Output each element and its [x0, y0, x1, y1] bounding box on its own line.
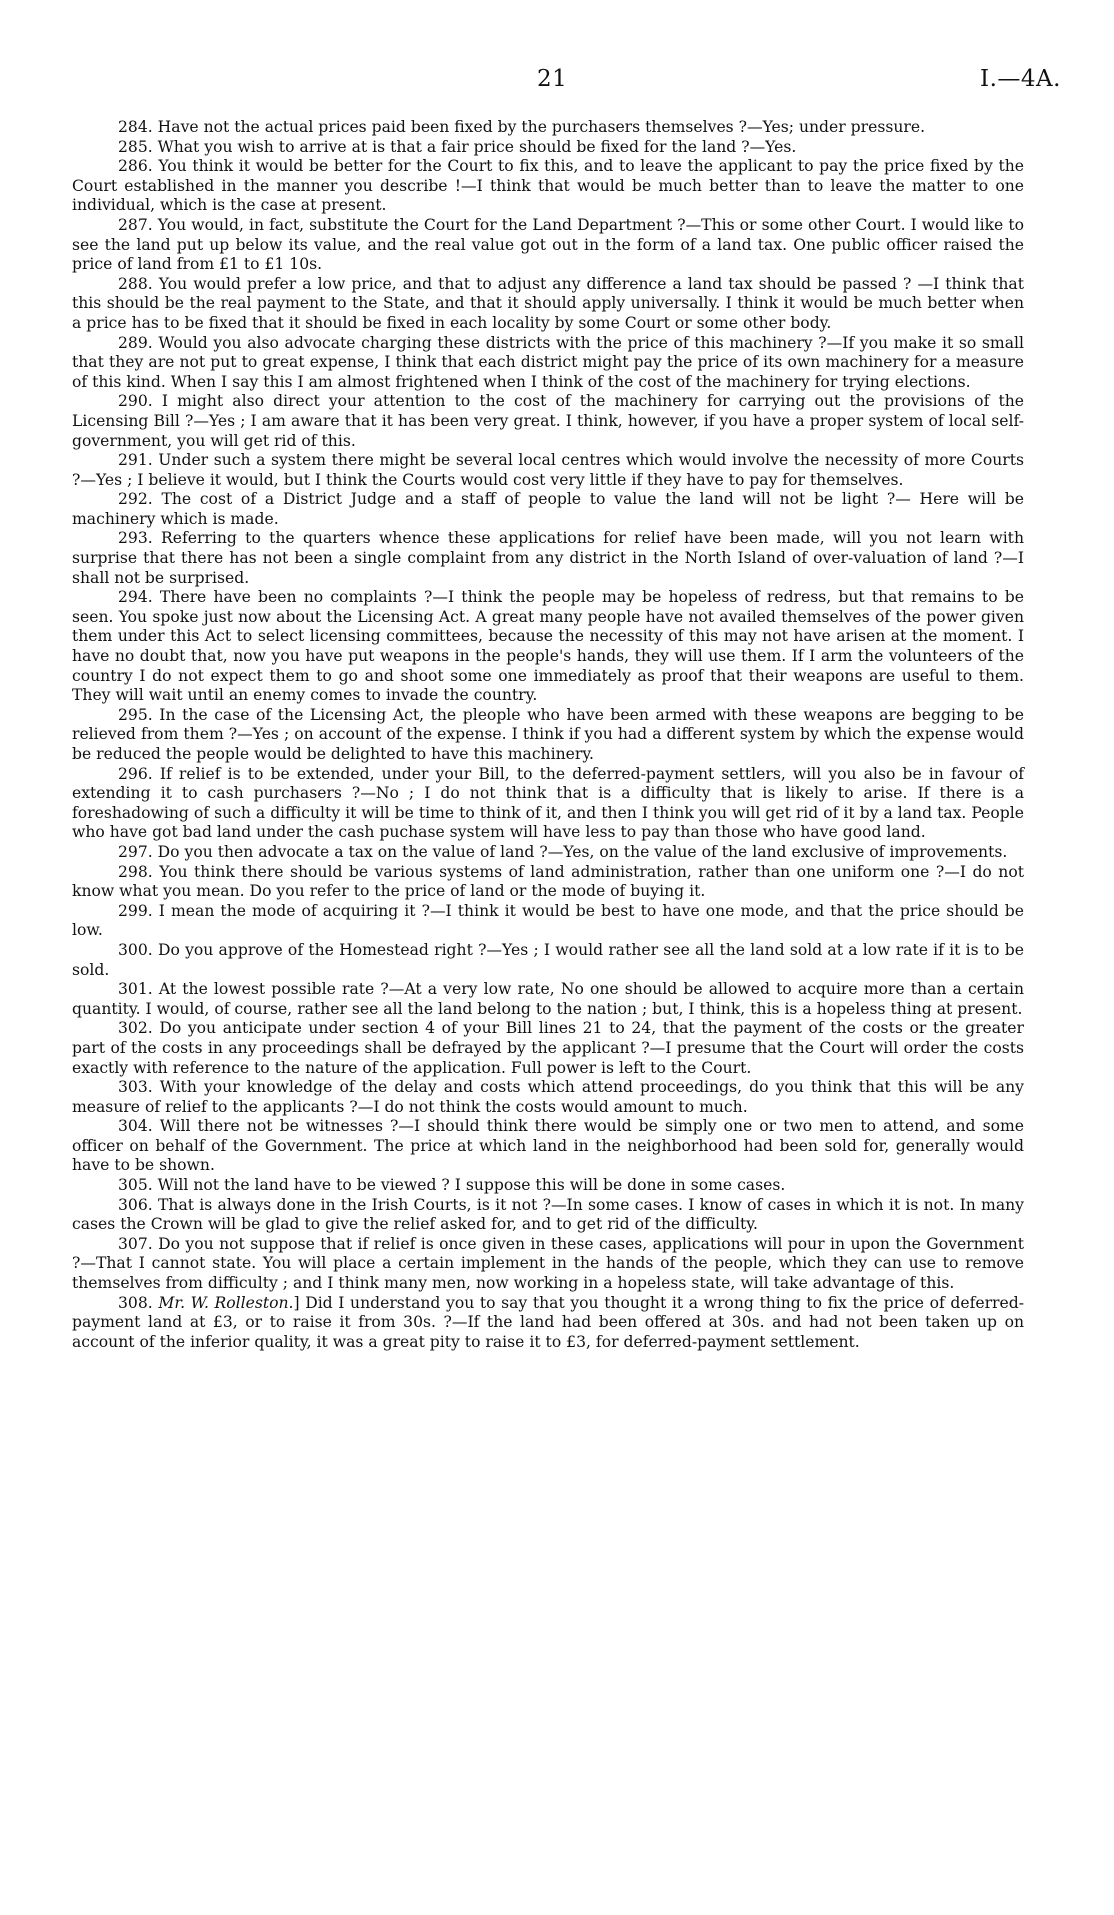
- paragraph-291: 291. Under such a system there might be several local centres which would involve the necessity of more Courts ?—Yes ; I believe it would, but I think the Courts would cost very little if they have to pay for themselves.: [72, 451, 1024, 489]
- page-number: 21: [537, 66, 568, 92]
- speaker-name: Mr. W. Rolleston.: [158, 1293, 294, 1312]
- paragraph-308: [72, 1294, 1024, 1353]
- paragraph-294: 294. There have been no complaints ?—I think the people may be hopeless of redress, but that remains to be seen. You spoke just now about the Licensing Act. A great many people have not availed themselves of the power given them under this Act to select licensing committees, because the necessity of this may not have arisen at the moment. I have no doubt that, now you have put weapons in the people's hands, they will use them. If I arm the volunteers of the country I do not expect them to go and shoot some one immediately as proof that their weapons are useful to them. They will wait until an enemy comes to invade the country.: [72, 588, 1024, 705]
- paragraph-293: 293. Referring to the quarters whence these applications for relief have been made, will you not learn with surprise that there has not been a single complaint from any district in the North Island of over-valuation of land ?—I shall not be surprised.: [72, 529, 1024, 587]
- paragraph-292: 292. The cost of a District Judge and a staff of people to value the land will not be light ?— Here will be machinery which is made.: [72, 490, 1024, 528]
- paragraph-289: 289. Would you also advocate charging these districts with the price of this machinery ?—If you make it so small that they are not put to great expense, I think that each district might pay the price of its own machinery for a measure of this kind. When I say this I am almost frightened when I think of the cost of the machinery for trying elections.: [72, 333, 1024, 391]
- paragraph-290: 290. I might also direct your attention to the cost of the machinery for carrying out the provisions of the Licensing Bill ?—Yes ; I am aware that it has been very great. I think, however, if you have a proper system of local self-government, you will get rid of this.: [72, 392, 1024, 450]
- paragraph-303: 303. With your knowledge of the delay and costs which attend proceedings, do you think that this will be any measure of relief to the applicants ?—I do not think the costs would amount to much.: [72, 1078, 1024, 1116]
- paragraph-295: 295. In the case of the Licensing Act, the pleople who have been armed with these weapons are begging to be relieved from them ?—Yes ; on account of the expense. I think if you had a different system by which the expense would be reduced the people would be delighted to have this machinery.: [72, 705, 1024, 763]
- paragraph-305: 305. Will not the land have to be viewed ? I suppose this will be done in some cases.: [118, 1176, 786, 1195]
- paragraph-302: 302. Do you anticipate under section 4 of your Bill lines 21 to 24, that the payment of the costs or the greater part of the costs in any proceedings shall be defrayed by the applicant ?—I presume that the Court will order the costs exactly with reference to the nature of the application. Full power is left to the Court.: [72, 1019, 1024, 1077]
- paragraph-298: 298. You think there should be various systems of land administration, rather than one uniform one ?—I do not know what you mean. Do you refer to the price of land or the mode of buying it.: [72, 862, 1024, 901]
- paragraph-288: 288. You would prefer a low price, and that to adjust any difference a land tax should be passed ? —I think that this should be the real payment to the State, and that it should apply universally. I think it would be much better when a price has to be fixed that it should be fixed in each locality by some Court or some other body.: [72, 274, 1024, 332]
- paragraph-306: 306. That is always done in the Irish Courts, is it not ?—In some cases. I know of cases in which it is not. In many cases the Crown will be glad to give the relief asked for, and to get rid of the difficulty.: [72, 1195, 1024, 1234]
- paragraph-297: 297. Do you then advocate a tax on the value of land ?—Yes, on the value of the land exclusive of improvements.: [118, 842, 1008, 861]
- paragraph-300: 300. Do you approve of the Homestead right ?—Yes ; I would rather see all the land sold at a low rate if it is to be sold.: [72, 940, 1024, 979]
- paragraph-284: 284. Have not the actual prices paid been fixed by the purchasers themselves ?—Yes; under pressure.: [118, 118, 926, 136]
- paragraph-286: 286. You think it would be better for the Court to fix this, and to leave the applicant to pay the price fixed by the Court established in the manner you describe !—I think that would be much better than to leave the matter to one individual, which is the case at present.: [72, 157, 1024, 215]
- paragraph-296: 296. If relief is to be extended, under your Bill, to the deferred-payment settlers, will you also be in favour of extending it to cash purchasers ?—No ; I do not think that is a difficulty that is likely to arise. If there is a foreshadowing of such a difficulty it will be time to think of it, and then I think you will get rid of it by a land tax. People who have got bad land under the cash puchase system will have less to pay than those who have good land.: [72, 764, 1024, 842]
- paragraph-299: 299. I mean the mode of acquiring it ?—I think it would be best to have one mode, and that the price should be low.: [72, 901, 1024, 940]
- evidence-text: [72, 118, 1024, 1352]
- paragraph-body: ] Did I understand you to say that you thought it a wrong thing to fix the price of deferred-payment land at £3, or to raise it from 30s. ?—If the land had been offered at 30s. and had not been taken up on account of the inferior quality, it was a great pity to raise it to £3, for deferred-payment settlement.: [72, 1293, 1024, 1351]
- paragraph-307: 307. Do you not suppose that if relief is once given in these cases, applications will pour in upon the Government ?—That I cannot state. You will place a certain implement in the hands of the people, which they can use to remove themselves from difficulty ; and I think many men, now working in a hopeless state, will take advantage of this.: [72, 1234, 1024, 1293]
- paragraph-304: 304. Will there not be witnesses ?—I should think there would be simply one or two men to attend, and some officer on behalf of the Government. The price at which land in the neighborhood had been sold for, generally would have to be shown.: [72, 1117, 1024, 1175]
- document-reference: I.—4A.: [980, 66, 1061, 92]
- paragraph-301: 301. At the lowest possible rate ?—At a very low rate, No one should be allowed to acquire more than a certain quantity. I would, of course, rather see all the land belong to the nation ; but, I think, this is a hopeless thing at present.: [72, 980, 1024, 1018]
- paragraph-number: 308.: [118, 1293, 153, 1312]
- paragraph-287: 287. You would, in fact, substitute the Court for the Land Department ?—This or some other Court. I would like to see the land put up below its value, and the real value got out in the form of a land tax. One public officer raised the price of land from £1 to £1 10s.: [72, 215, 1024, 274]
- paragraph-285: 285. What you wish to arrive at is that a fair price should be fixed for the land ?—Yes.: [118, 137, 797, 156]
